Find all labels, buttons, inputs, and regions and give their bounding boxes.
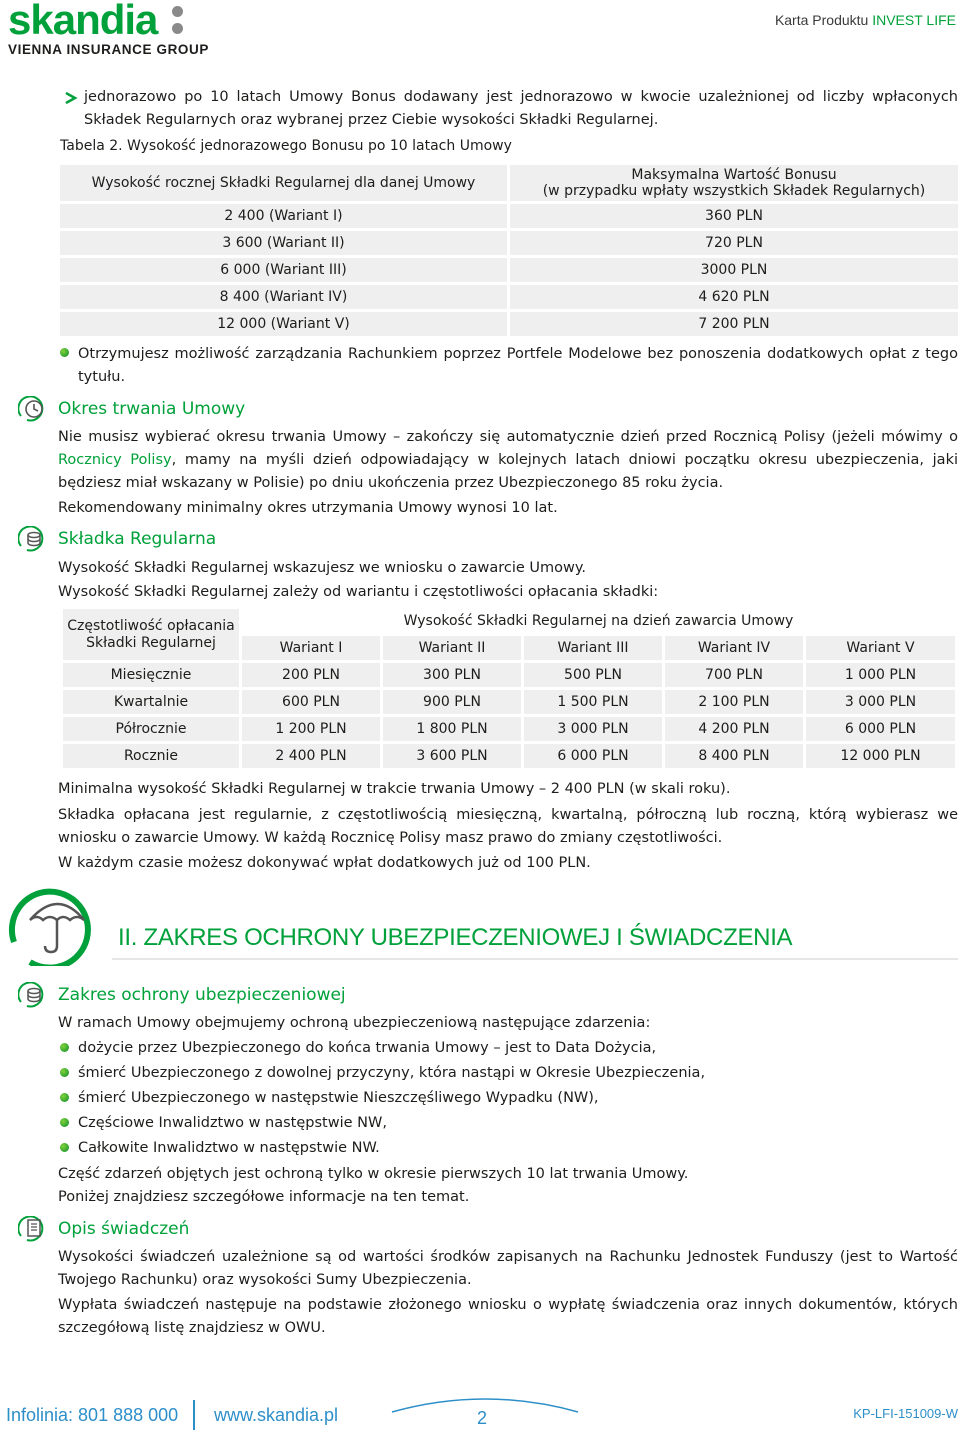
amount-cell: 3 000 PLN: [806, 690, 955, 714]
premium-cell: 12 000 (Wariant V): [60, 312, 510, 336]
amount-cell: 200 PLN: [242, 663, 380, 687]
scope-note-1: Część zdarzeń objętych jest ochroną tylko w okresie pierwszych 10 lat trwania Umowy.: [58, 1166, 689, 1182]
logo-subtitle: VIENNA INSURANCE GROUP: [8, 42, 209, 57]
bonus-cell: 7 200 PLN: [510, 312, 958, 336]
variant-header: Wariant II: [383, 636, 521, 660]
frequency-cell: Miesięcznie: [63, 663, 239, 687]
document-title-product: INVEST LIFE: [872, 12, 956, 28]
corner-line1: Częstotliwość opłacania: [67, 617, 235, 634]
corner-line2: Składki Regularnej: [86, 634, 216, 651]
bonus-header-line2: (w przypadku wpłaty wszystkich Składek Regularnych): [542, 183, 926, 199]
scope-item: Całkowite Inwalidztwo w następstwie NW.: [78, 1140, 380, 1156]
bullet-dot-icon: [60, 1093, 69, 1102]
coins-icon: [18, 982, 48, 1008]
website-link[interactable]: www.skandia.pl: [214, 1405, 339, 1425]
scope-item: dożycie przez Ubezpieczonego do końca trwania Umowy – jest to Data Dożycia,: [78, 1040, 657, 1056]
amount-cell: 2 400 PLN: [242, 744, 380, 768]
variant-header: Wariant I: [242, 636, 380, 660]
bonus-cell: 4 620 PLN: [510, 285, 958, 309]
scope-note-2: Poniżej znajdziesz szczegółowe informacje na ten temat.: [58, 1189, 470, 1205]
document-title-prefix: Karta Produktu: [774, 12, 869, 28]
amount-cell: 1 200 PLN: [242, 717, 380, 741]
bullet-dot-icon: [60, 1043, 69, 1052]
footer-divider: [193, 1400, 195, 1430]
premium-table-corner: [63, 609, 239, 660]
amount-cell: 3 000 PLN: [524, 717, 662, 741]
premium-cell: 6 000 (Wariant III): [60, 258, 510, 282]
table1-caption: Tabela 2. Wysokość jednorazowego Bonusu po 10 latach Umowy: [60, 138, 512, 154]
portfolio-bullet-text: Otrzymujesz możliwość zarządzania Rachunkiem poprzez Portfele Modelowe bez ponoszenia dodatkowych opłat z tego tytułu.: [78, 346, 958, 385]
scope-item: śmierć Ubezpieczonego w następstwie Nieszczęśliwego Wypadku (NW),: [78, 1090, 599, 1106]
table-row: [60, 258, 958, 282]
bonus-cell: 720 PLN: [510, 231, 958, 255]
duration-recommendation: Rekomendowany minimalny okres utrzymania Umowy wynosi 10 lat.: [58, 500, 558, 516]
table-row: [60, 204, 958, 228]
amount-cell: 3 600 PLN: [383, 744, 521, 768]
duration-paragraph: [58, 426, 958, 495]
scope-heading: Zakres ochrony ubezpieczeniowej: [58, 985, 346, 1005]
frequency-cell: Rocznie: [63, 744, 239, 768]
premium-heading: Składka Regularna: [58, 529, 217, 549]
arrow-bullet-icon: [64, 90, 82, 108]
amount-cell: 12 000 PLN: [806, 744, 955, 768]
amount-cell: 6 000 PLN: [524, 744, 662, 768]
clock-icon: [18, 396, 48, 422]
chapter-underline: [112, 958, 958, 960]
duration-text-a: Nie musisz wybierać okresu trwania Umowy – zakończy się automatycznie dzień przed Rocznicą Polisy (jeżeli mówimy o: [58, 429, 958, 445]
bonus-table-header-premium: Wysokość rocznej Składki Regularnej dla danej Umowy: [60, 165, 510, 201]
amount-cell: 2 100 PLN: [665, 690, 803, 714]
amount-cell: 6 000 PLN: [806, 717, 955, 741]
bonus-cell: 360 PLN: [510, 204, 958, 228]
amount-cell: 1 800 PLN: [383, 717, 521, 741]
logo-dots-icon: [172, 6, 184, 40]
amount-cell: 500 PLN: [524, 663, 662, 687]
bonus-header-line1: Maksymalna Wartość Bonusu: [631, 167, 837, 183]
table-row: [63, 690, 955, 714]
table-row: [63, 717, 955, 741]
frequency-cell: Półrocznie: [63, 717, 239, 741]
scope-intro: W ramach Umowy obejmujemy ochroną ubezpieczeniową następujące zdarzenia:: [58, 1015, 651, 1031]
coins-icon: [18, 526, 48, 552]
bonus-cell: 3000 PLN: [510, 258, 958, 282]
amount-cell: 900 PLN: [383, 690, 521, 714]
table-row: [60, 231, 958, 255]
variant-header: Wariant IV: [665, 636, 803, 660]
extra-payments-text: W każdym czasie możesz dokonywać wpłat dodatkowych już od 100 PLN.: [58, 855, 591, 871]
variant-header: Wariant V: [806, 636, 955, 660]
chapter-title-box: [112, 916, 958, 960]
chapter-title: II. ZAKRES OCHRONY UBEZPIECZENIOWEJ I ŚWIADCZENIA: [118, 924, 793, 951]
amount-cell: 600 PLN: [242, 690, 380, 714]
table-row: [60, 285, 958, 309]
amount-cell: 300 PLN: [383, 663, 521, 687]
benefits-heading: Opis świadczeń: [58, 1219, 190, 1239]
logo: skandia: [8, 0, 158, 43]
amount-cell: 1 000 PLN: [806, 663, 955, 687]
table-row: [63, 744, 955, 768]
anniversary-term: Rocznicy Polisy: [58, 452, 172, 468]
bonus-table-header-bonus: [510, 165, 958, 201]
scope-item: śmierć Ubezpieczonego z dowolnej przyczyny, która nastąpi w Okresie Ubezpieczenia,: [78, 1065, 706, 1081]
frequency-text: Składka opłacana jest regularnie, z częstotliwością miesięczną, kwartalną, półroczną lub roczną, którą wybierasz we wniosku o zawarcie Umowy. W każdą Rocznicę Polisy masz prawo do zmiany częstotliwości.: [58, 807, 958, 846]
duration-text-b: , mamy na myśli dzień odpowiadający w kolejnych latach dniowi początku okresu ubezpieczenia, jaki będziesz miał wskazany w Polisie) po dniu ukończenia przez Ubezpieczonego 85 roku życia.: [58, 452, 958, 491]
document-title: [775, 12, 956, 28]
benefits-paragraph-1: Wysokości świadczeń uzależnione są od wartości środków zapisanych na Rachunku Jednostek Funduszy (jest to Wartość Twojego Rachunku) oraz wysokości Sumy Ubezpieczenia.: [58, 1249, 958, 1288]
variant-header: Wariant III: [524, 636, 662, 660]
premium-table-group-header: Wysokość Składki Regularnej na dzień zawarcia Umowy: [242, 609, 955, 633]
amount-cell: 8 400 PLN: [665, 744, 803, 768]
document-icon: [18, 1216, 48, 1242]
duration-heading: Okres trwania Umowy: [58, 399, 246, 419]
bullet-dot-icon: [60, 1068, 69, 1077]
amount-cell: 700 PLN: [665, 663, 803, 687]
bullet-dot-icon: [60, 1118, 69, 1127]
premium-cell: 2 400 (Wariant I): [60, 204, 510, 228]
premium-paragraph-2: Wysokość Składki Regularnej zależy od wariantu i częstotliwości opłacania składki:: [58, 584, 659, 600]
bullet-dot-icon: [60, 1143, 69, 1152]
amount-cell: 1 500 PLN: [524, 690, 662, 714]
frequency-cell: Kwartalnie: [63, 690, 239, 714]
intro-bullet-text: jednorazowo po 10 latach Umowy Bonus dodawany jest jednorazowo w kwocie uzależnionej od liczby wpłaconych Składek Regularnych oraz wybranej przez Ciebie wysokości Składki Regularnej.: [84, 89, 958, 128]
premium-cell: 3 600 (Wariant II): [60, 231, 510, 255]
benefits-paragraph-2: Wypłata świadczeń następuje na podstawie złożonego wniosku o wypłatę świadczenia oraz innych dokumentów, których szczegółową listę znajdziesz w OWU.: [58, 1297, 958, 1336]
umbrella-icon: [0, 880, 100, 966]
scope-item: Częściowe Inwalidztwo w następstwie NW,: [78, 1115, 387, 1131]
infolinia: Infolinia: 801 888 000: [6, 1405, 179, 1425]
premium-paragraph-1: Wysokość Składki Regularnej wskazujesz we wniosku o zawarcie Umowy.: [58, 560, 587, 576]
table-row: [60, 312, 958, 336]
table-row: [63, 663, 955, 687]
premium-table: [60, 606, 958, 771]
bonus-table: [60, 162, 958, 339]
minimum-premium-text: Minimalna wysokość Składki Regularnej w trakcie trwania Umowy – 2 400 PLN (w skali roku).: [58, 781, 731, 797]
page-number: 2: [477, 1408, 488, 1428]
premium-cell: 8 400 (Wariant IV): [60, 285, 510, 309]
document-code: KP-LFI-151009-W: [853, 1406, 958, 1421]
bullet-dot-icon: [60, 348, 69, 357]
amount-cell: 4 200 PLN: [665, 717, 803, 741]
